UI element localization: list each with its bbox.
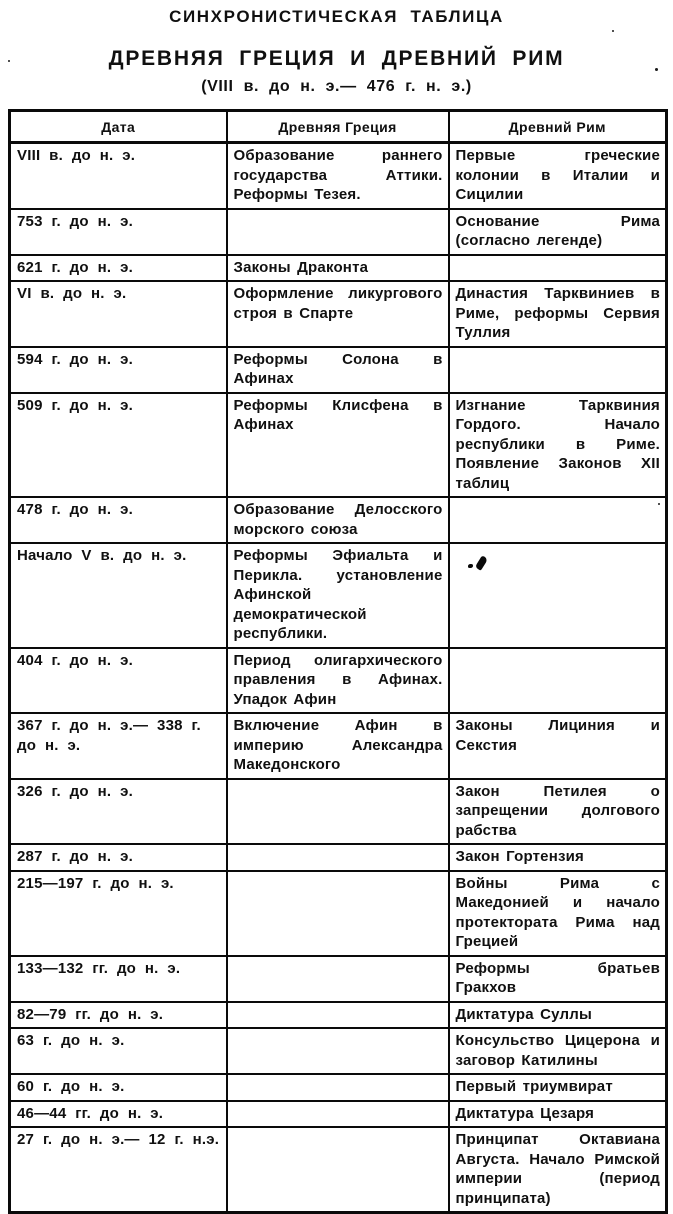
page-title: ДРЕВНЯЯ ГРЕЦИЯ И ДРЕВНИЙ РИМ [108, 47, 565, 70]
table-row [10, 956, 667, 1002]
table-row [10, 871, 667, 956]
cell-rome: Принципат Октавиана Августа. Начало Римской империи (период принципата) [449, 1127, 667, 1213]
scan-speck [612, 30, 614, 32]
cell-date: 621 г. до н. э. [10, 255, 227, 282]
table-row [10, 543, 667, 648]
cell-greece: Образование раннего государства Аттики. Реформы Тезея. [227, 143, 449, 209]
cell-rome: Диктатура Цезаря [449, 1101, 667, 1128]
table-row [10, 1101, 667, 1128]
cell-date: VIII в. до н. э. [10, 143, 227, 209]
cell-greece [227, 844, 449, 871]
table-row [10, 347, 667, 393]
table-row [10, 393, 667, 498]
cell-rome: Войны Рима с Македонией и начало протектората Рима над Грецией [449, 871, 667, 956]
cell-date: 60 г. до н. э. [10, 1074, 227, 1101]
cell-rome: Диктатура Суллы [449, 1002, 667, 1029]
cell-greece: Образование Делосского морского союза [227, 497, 449, 543]
table-row [10, 713, 667, 779]
cell-rome: Основание Рима (согласно легенде) [449, 209, 667, 255]
table-row [10, 844, 667, 871]
cell-greece [227, 956, 449, 1002]
cell-greece [227, 1028, 449, 1074]
table-row [10, 209, 667, 255]
table-row [10, 1074, 667, 1101]
table-header-row [10, 111, 667, 143]
cell-greece: Оформление ликургового строя в Спарте [227, 281, 449, 347]
cell-date: 509 г. до н. э. [10, 393, 227, 498]
table-row [10, 779, 667, 845]
cell-greece [227, 1002, 449, 1029]
cell-rome: Первый триумвират [449, 1074, 667, 1101]
cell-rome: Закон Петилея о запрещении долгового рабства [449, 779, 667, 845]
cell-greece: Период олигархического правления в Афинах. Упадок Афин [227, 648, 449, 714]
table-row [10, 255, 667, 282]
column-header-date: Дата [10, 111, 227, 143]
column-header-greece: Древняя Греция [227, 111, 449, 143]
cell-greece: Реформы Солона в Афинах [227, 347, 449, 393]
cell-greece: Законы Драконта [227, 255, 449, 282]
cell-date: 27 г. до н. э.— 12 г. н.э. [10, 1127, 227, 1213]
cell-greece [227, 871, 449, 956]
cell-greece: Реформы Эфиальта и Перикла. установление Афинской демократической республики. [227, 543, 449, 648]
table-row [10, 497, 667, 543]
cell-greece: Реформы Клисфена в Афинах [227, 393, 449, 498]
table-row [10, 1028, 667, 1074]
cell-rome [449, 648, 667, 714]
cell-date: VI в. до н. э. [10, 281, 227, 347]
cell-rome: Династия Тарквиниев в Риме, реформы Сервия Туллия [449, 281, 667, 347]
cell-rome [449, 255, 667, 282]
cell-rome: Закон Гортензия [449, 844, 667, 871]
page-supertitle: СИНХРОНИСТИЧЕСКАЯ ТАБЛИЦА [169, 7, 504, 26]
cell-date: 82—79 гг. до н. э. [10, 1002, 227, 1029]
cell-date: 215—197 г. до н. э. [10, 871, 227, 956]
table-row [10, 1127, 667, 1213]
cell-rome [449, 347, 667, 393]
table-row [10, 143, 667, 209]
cell-rome: Консульство Цицерона и заговор Катилины [449, 1028, 667, 1074]
cell-date: 326 г. до н. э. [10, 779, 227, 845]
cell-rome: Реформы братьев Гракхов [449, 956, 667, 1002]
scan-speck [8, 60, 10, 62]
cell-date: 367 г. до н. э.— 338 г. до н. э. [10, 713, 227, 779]
cell-date: 63 г. до н. э. [10, 1028, 227, 1074]
cell-rome: Законы Лициния и Секстия [449, 713, 667, 779]
cell-date: 287 г. до н. э. [10, 844, 227, 871]
scan-speck [658, 503, 660, 505]
cell-greece [227, 779, 449, 845]
column-header-rome: Древний Рим [449, 111, 667, 143]
cell-date: 404 г. до н. э. [10, 648, 227, 714]
cell-rome: Первые греческие колонии в Италии и Сицилии [449, 143, 667, 209]
cell-date: 133—132 гг. до н. э. [10, 956, 227, 1002]
cell-greece: Включение Афин в империю Александра Македонского [227, 713, 449, 779]
cell-date: 46—44 гг. до н. э. [10, 1101, 227, 1128]
cell-greece [227, 1101, 449, 1128]
page-subtitle: (VIII в. до н. э.— 476 г. н. э.) [201, 78, 472, 95]
cell-rome: Изгнание Тарквиния Гордого. Начало республики в Риме. Появление Законов XII таблиц [449, 393, 667, 498]
cell-date: Начало V в. до н. э. [10, 543, 227, 648]
scan-speck [655, 68, 658, 71]
table-row [10, 648, 667, 714]
table-row [10, 281, 667, 347]
cell-rome [449, 497, 667, 543]
cell-date: 478 г. до н. э. [10, 497, 227, 543]
synchronistic-table [8, 109, 668, 1214]
cell-date: 594 г. до н. э. [10, 347, 227, 393]
table-row [10, 1002, 667, 1029]
cell-greece [227, 1127, 449, 1213]
cell-greece [227, 209, 449, 255]
ink-blot-artifact [466, 554, 496, 574]
cell-rome [449, 543, 667, 648]
cell-date: 753 г. до н. э. [10, 209, 227, 255]
cell-greece [227, 1074, 449, 1101]
